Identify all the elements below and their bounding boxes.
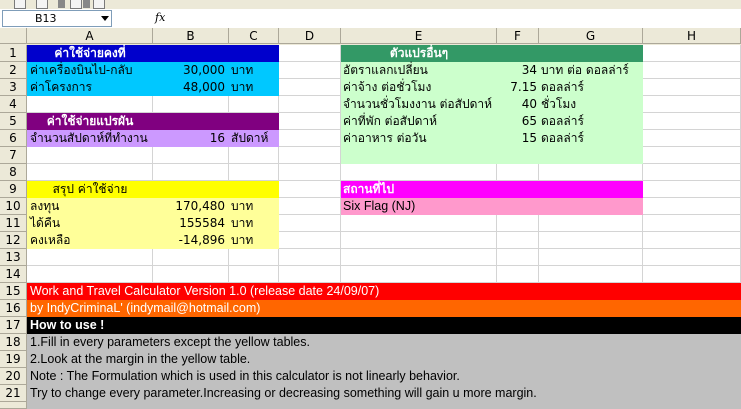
sheet-row — [0, 351, 741, 368]
column-header-a[interactable]: A — [27, 28, 153, 44]
sheet-row — [0, 113, 741, 130]
grid-cell[interactable] — [643, 198, 741, 215]
grid-cell[interactable] — [643, 232, 741, 249]
grid-cell[interactable] — [279, 45, 341, 62]
row-header[interactable]: 16 — [0, 300, 27, 317]
other-var-label[interactable]: ค่าจ้าง ต่อชั่วโมง — [343, 80, 432, 94]
column-header-b[interactable]: B — [153, 28, 229, 44]
sheet-row — [0, 232, 741, 249]
sheet-row — [0, 130, 741, 147]
grid-cell[interactable] — [539, 249, 643, 266]
other-var-label[interactable]: อัตราแลกเปลี่ยน — [343, 63, 428, 77]
sheet-row — [0, 79, 741, 96]
row-header[interactable]: 19 — [0, 351, 27, 368]
grid-cell[interactable] — [27, 147, 153, 164]
column-header-g[interactable]: G — [539, 28, 643, 44]
grid-cell[interactable] — [643, 96, 741, 113]
variable-cost-label[interactable]: จำนวนสัปดาห์ที่ทำงาน — [30, 131, 148, 145]
grid-cell[interactable] — [279, 215, 341, 232]
sheet-row — [0, 181, 741, 198]
other-var-unit[interactable]: ดอลล่าร์ — [541, 114, 584, 128]
column-header-e[interactable]: E — [341, 28, 497, 44]
summary-value[interactable]: 170,480 — [175, 199, 225, 213]
fixed-cost-unit[interactable]: บาท — [231, 80, 254, 94]
sheet-row — [0, 147, 741, 164]
howto-line[interactable]: 1.Fill in every parameters except the yellow tables. — [27, 334, 741, 351]
grid-cell[interactable] — [643, 79, 741, 96]
sheet-row — [0, 215, 741, 232]
grid-cell[interactable] — [229, 147, 279, 164]
summary-value[interactable]: 155584 — [179, 216, 225, 230]
grid-cell[interactable] — [539, 215, 643, 232]
name-box[interactable] — [2, 10, 112, 27]
other-vars-title[interactable]: ตัวแปรอื่นๆ — [389, 46, 449, 60]
grid-cell[interactable] — [539, 232, 643, 249]
howto-line[interactable]: Note : The Formulation which is used in this calculator is not linearly behavior. — [27, 368, 741, 385]
grid-cell[interactable] — [153, 96, 229, 113]
other-var-unit[interactable]: บาท ต่อ ดอลล่าร์ — [541, 63, 629, 77]
grid-cell[interactable] — [497, 249, 539, 266]
summary-label[interactable]: คงเหลือ — [30, 233, 71, 247]
toolbar-strip — [0, 0, 741, 9]
column-header-bar — [0, 28, 741, 45]
column-header-h[interactable]: H — [643, 28, 741, 44]
row-header[interactable]: 5 — [0, 113, 27, 130]
summary-label[interactable]: ได้คืน — [30, 216, 61, 230]
row-header[interactable]: 18 — [0, 334, 27, 351]
grid-cell[interactable] — [643, 62, 741, 79]
summary-unit[interactable]: บาท — [231, 233, 254, 247]
howto-line[interactable]: 2.Look at the margin in the yellow table. — [27, 351, 741, 368]
other-vars-band — [341, 147, 643, 164]
sheet-row — [0, 283, 741, 300]
variable-costs-title[interactable]: ค่าใช้จ่ายแปรผัน — [46, 114, 134, 128]
grid-cell[interactable] — [279, 96, 341, 113]
other-var-value[interactable]: 15 — [521, 131, 537, 145]
grid-cell[interactable] — [341, 232, 497, 249]
grid-cell[interactable] — [279, 79, 341, 96]
other-var-value[interactable]: 40 — [521, 97, 537, 111]
sheet-row — [0, 402, 741, 409]
grid-cell[interactable] — [497, 164, 539, 181]
grid-cell[interactable] — [341, 164, 497, 181]
variable-cost-unit[interactable]: สัปดาห์ — [231, 131, 269, 145]
sheet-row — [0, 317, 741, 334]
column-header-d[interactable]: D — [279, 28, 341, 44]
sheet-row — [0, 62, 741, 79]
grid-cell[interactable] — [153, 249, 229, 266]
sheet-row — [0, 385, 741, 402]
grid-cell[interactable] — [229, 266, 279, 283]
grid-cell[interactable] — [643, 130, 741, 147]
other-var-label[interactable]: จำนวนชั่วโมงงาน ต่อสัปดาห์ — [343, 97, 493, 111]
row-header[interactable]: 2 — [0, 62, 27, 79]
fixed-cost-label[interactable]: ค่าเครื่องบินไป-กลับ — [30, 63, 133, 77]
row-header[interactable]: 10 — [0, 198, 27, 215]
grid-cell[interactable] — [341, 266, 497, 283]
grid-cell[interactable] — [229, 96, 279, 113]
grid-cell[interactable] — [279, 198, 341, 215]
grid-cell[interactable] — [539, 266, 643, 283]
column-header-c[interactable]: C — [229, 28, 279, 44]
chart-icon[interactable] — [14, 0, 26, 9]
sheet-row — [0, 45, 741, 62]
sheet-row — [0, 300, 741, 317]
grid-cell[interactable] — [643, 147, 741, 164]
row-header[interactable]: 1 — [0, 45, 27, 62]
grid-cell[interactable] — [279, 130, 341, 147]
other-var-value[interactable]: 65 — [521, 114, 537, 128]
grid-cell[interactable] — [643, 181, 741, 198]
howto-line[interactable]: Try to change every parameter.Increasing or decreasing something will gain u more margin. — [27, 385, 741, 402]
destination-title[interactable]: สถานที่ไป — [343, 182, 395, 196]
grid-cell[interactable] — [539, 164, 643, 181]
howto-title[interactable]: How to use ! — [27, 317, 741, 334]
row-header[interactable]: 20 — [0, 368, 27, 385]
summary-unit[interactable]: บาท — [231, 199, 254, 213]
grid-cell[interactable] — [279, 62, 341, 79]
column-header-f[interactable]: F — [497, 28, 539, 44]
summary-title[interactable]: สรุป ค่าใช้จ่าย — [52, 182, 128, 196]
howto-band — [27, 402, 741, 409]
draw-icon[interactable] — [70, 0, 82, 9]
grid-cell[interactable] — [229, 164, 279, 181]
grid-cell[interactable] — [27, 266, 153, 283]
row-header[interactable]: 6 — [0, 130, 27, 147]
fixed-cost-value[interactable]: 48,000 — [183, 80, 225, 94]
grid-cell[interactable] — [229, 249, 279, 266]
grid-cell[interactable] — [27, 249, 153, 266]
other-var-unit[interactable]: ดอลล่าร์ — [541, 80, 584, 94]
row-header[interactable]: 8 — [0, 164, 27, 181]
select-all-corner[interactable] — [0, 28, 27, 44]
grid-cell[interactable] — [341, 249, 497, 266]
row-header[interactable]: 11 — [0, 215, 27, 232]
other-var-value[interactable]: 34 — [521, 63, 537, 77]
grid-cell[interactable] — [279, 181, 341, 198]
grid-cell[interactable] — [279, 113, 341, 130]
sheet-row — [0, 164, 741, 181]
name-box-value: B13 — [35, 12, 57, 25]
grid-cell[interactable] — [279, 147, 341, 164]
row-header[interactable]: 15 — [0, 283, 27, 300]
destination-value[interactable]: Six Flag (NJ) — [343, 199, 416, 213]
grid-cell[interactable] — [279, 249, 341, 266]
summary-unit[interactable]: บาท — [231, 216, 254, 230]
other-var-label[interactable]: ค่าที่พัก ต่อสัปดาห์ — [343, 114, 438, 128]
grid-cell[interactable] — [27, 96, 153, 113]
other-var-value[interactable]: 7.15 — [510, 80, 537, 94]
fixed-cost-label[interactable]: ค่าโครงการ — [30, 80, 92, 94]
other-var-label[interactable]: ค่าอาหาร ต่อวัน — [343, 131, 427, 145]
grid-cell[interactable] — [497, 215, 539, 232]
row-header[interactable]: 14 — [0, 266, 27, 283]
grid-cell[interactable] — [643, 164, 741, 181]
summary-value[interactable]: -14,896 — [178, 233, 225, 247]
grid-cell[interactable] — [27, 164, 153, 181]
grid-cell[interactable] — [279, 164, 341, 181]
row-header[interactable]: 4 — [0, 96, 27, 113]
fixed-cost-value[interactable]: 30,000 — [183, 63, 225, 77]
row-header[interactable]: 3 — [0, 79, 27, 96]
version-banner[interactable]: Work and Travel Calculator Version 1.0 (release date 24/09/07) — [27, 283, 741, 300]
sheet-row — [0, 334, 741, 351]
grid-cell[interactable] — [279, 266, 341, 283]
row-header[interactable]: 17 — [0, 317, 27, 334]
formula-bar — [0, 9, 741, 29]
fx-icon[interactable]: fx — [155, 11, 166, 24]
sheet-row — [0, 249, 741, 266]
row-header[interactable]: 9 — [0, 181, 27, 198]
fixed-costs-title[interactable]: ค่าใช้จ่ายคงที่ — [54, 46, 126, 60]
grid-cell[interactable] — [153, 164, 229, 181]
grid-cell[interactable] — [643, 249, 741, 266]
sheet-row — [0, 368, 741, 385]
row-header[interactable]: 12 — [0, 232, 27, 249]
grid-cell[interactable] — [497, 266, 539, 283]
grid-cell[interactable] — [279, 232, 341, 249]
variable-cost-value[interactable]: 16 — [209, 131, 225, 145]
grid-cell[interactable] — [153, 266, 229, 283]
grid-cell[interactable] — [341, 215, 497, 232]
other-var-unit[interactable]: ชั่วโมง — [541, 97, 577, 111]
close-icon[interactable] — [36, 0, 48, 9]
worksheet-grid[interactable] — [0, 45, 741, 409]
chevron-down-icon[interactable] — [83, 0, 90, 8]
row-header[interactable]: 21 — [0, 385, 27, 402]
picture-icon[interactable] — [93, 0, 105, 9]
summary-label[interactable]: ลงทุน — [30, 199, 60, 213]
author-banner[interactable]: by IndyCriminaL' (indymail@hotmail.com) — [27, 300, 741, 317]
sheet-row — [0, 96, 741, 113]
other-var-unit[interactable]: ดอลล่าร์ — [541, 131, 584, 145]
sheet-row — [0, 198, 741, 215]
formula-input[interactable] — [172, 10, 741, 26]
grid-cell[interactable] — [643, 215, 741, 232]
grid-cell[interactable] — [153, 147, 229, 164]
row-header[interactable] — [0, 402, 27, 409]
fixed-cost-unit[interactable]: บาท — [231, 63, 254, 77]
row-header[interactable]: 13 — [0, 249, 27, 266]
grid-cell[interactable] — [643, 113, 741, 130]
chevron-down-icon[interactable] — [58, 0, 65, 8]
row-header[interactable]: 7 — [0, 147, 27, 164]
grid-cell[interactable] — [643, 45, 741, 62]
grid-cell[interactable] — [643, 266, 741, 283]
chevron-down-icon[interactable] — [101, 16, 109, 21]
sheet-row — [0, 266, 741, 283]
grid-cell[interactable] — [497, 232, 539, 249]
